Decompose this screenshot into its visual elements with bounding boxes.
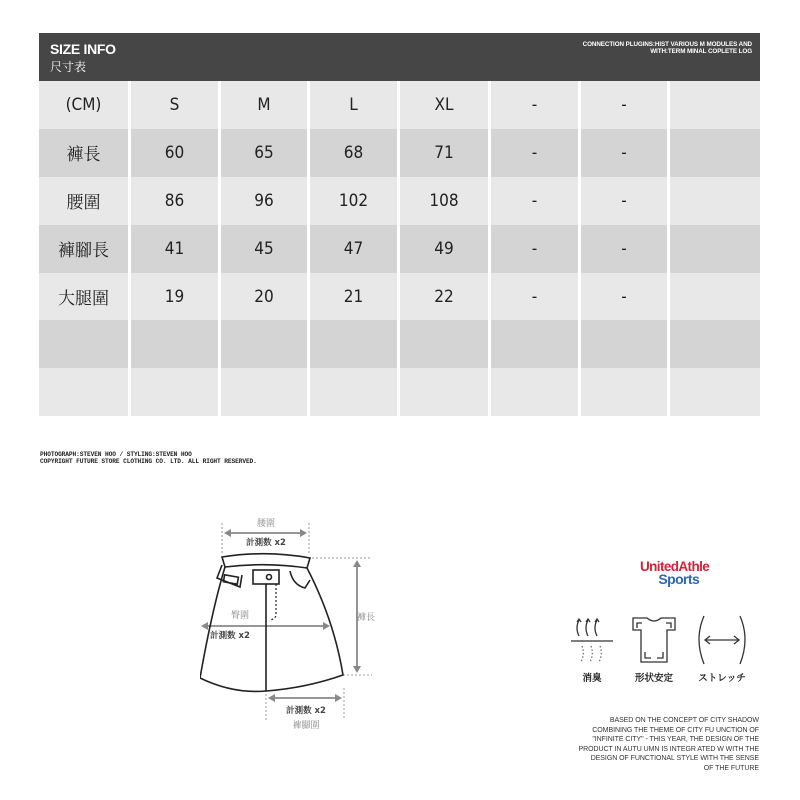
- table-cell: 86: [131, 177, 221, 225]
- table-cell: [670, 225, 760, 273]
- table-row: [39, 129, 760, 177]
- size-table: [39, 81, 760, 416]
- table-cell: [491, 368, 581, 416]
- table-cell: [581, 368, 670, 416]
- table-row: [39, 177, 760, 225]
- feature-label: 消臭: [582, 673, 602, 684]
- table-cell: [310, 368, 400, 416]
- table-cell: 20: [221, 273, 310, 321]
- table-cell: 49: [400, 225, 491, 273]
- description-line: COMBINING THE THEME OF CITY FU UNCTION OF: [592, 726, 759, 734]
- header-tagline: [583, 41, 752, 55]
- skirt-measurement-diagram: [200, 510, 400, 740]
- hem-label: 褲腳圍: [292, 721, 320, 731]
- waist-label: 腰圍: [256, 519, 276, 529]
- header-subtitle: 尺寸表: [50, 60, 87, 74]
- united-athle-sports-logo: [640, 561, 709, 585]
- deodorant-icon: [567, 614, 617, 666]
- table-cell: 19: [131, 273, 221, 321]
- tagline-line-1: CONNECTION PLUGINS:HIST VARIOUS M MODULES AND: [582, 41, 752, 48]
- header-cell-empty: -: [491, 81, 581, 129]
- table-cell: [131, 320, 221, 368]
- credits-line-2: COPYRIGHT FUTURE STORE CLOTHING CO. LTD. ALL RIGHT RESERVED.: [40, 457, 257, 465]
- description-line: OF THE FUTURE: [703, 764, 759, 772]
- row-label: 腰圍: [39, 177, 131, 225]
- header-cell-empty: -: [581, 81, 670, 129]
- table-cell: [400, 368, 491, 416]
- size-info-header: [39, 33, 760, 81]
- brand-line-1: UnitedAthle: [640, 559, 710, 574]
- table-cell: [310, 320, 400, 368]
- row-label: 大腿圍: [39, 273, 131, 321]
- table-cell: 102: [310, 177, 400, 225]
- table-cell: -: [491, 177, 581, 225]
- brand-line-2: Sports: [658, 571, 700, 587]
- table-cell: -: [581, 129, 670, 177]
- tagline-line-2: WITH:TERM MINAL COPLETE LOG: [650, 48, 752, 55]
- row-label: 褲長: [39, 129, 131, 177]
- table-cell: [221, 320, 310, 368]
- table-cell: 21: [310, 273, 400, 321]
- table-cell: -: [581, 177, 670, 225]
- stretch-icon: [694, 614, 750, 666]
- table-cell: 22: [400, 273, 491, 321]
- table-row-empty: [39, 368, 760, 416]
- table-cell: 41: [131, 225, 221, 273]
- table-cell: [670, 177, 760, 225]
- description-line: "INFINITE CITY" - THIS YEAR, THE DESIGN OF THE: [592, 736, 759, 744]
- header-cell-size-l: L: [310, 81, 400, 129]
- length-label: 褲長: [356, 613, 376, 623]
- description-line: DESIGN OF FUNCTIONAL STYLE WITH THE SENSE: [590, 755, 759, 763]
- credits-line-1: PHOTOGRAPH:STEVEN HOO / STYLING:STEVEN HOO: [40, 451, 192, 458]
- table-cell: 96: [221, 177, 310, 225]
- table-cell: [670, 273, 760, 321]
- feature-shape-stability: [622, 614, 686, 684]
- hip-label: 臀圍: [230, 611, 250, 621]
- header-cell-unit: (CM): [39, 81, 131, 129]
- table-cell: 47: [310, 225, 400, 273]
- table-header-row: [39, 81, 760, 129]
- table-cell: 45: [221, 225, 310, 273]
- table-cell: [400, 320, 491, 368]
- table-cell: -: [581, 273, 670, 321]
- table-cell: [670, 368, 760, 416]
- header-cell-size-m: M: [221, 81, 310, 129]
- feature-label: 形状安定: [634, 673, 673, 684]
- table-cell: -: [491, 273, 581, 321]
- table-cell: 65: [221, 129, 310, 177]
- description-line: BASED ON THE CONCEPT OF CITY SHADOW: [609, 717, 759, 724]
- table-cell: -: [491, 225, 581, 273]
- hem-note: 計測数 x2: [286, 706, 326, 716]
- shape-stability-icon: [629, 614, 679, 666]
- description-line: PRODUCT IN AUTU UMN IS INTEGR ATED W WITH THE: [578, 745, 759, 753]
- table-cell: [581, 320, 670, 368]
- feature-label: ストレッチ: [698, 673, 746, 684]
- table-cell: [491, 320, 581, 368]
- hip-note: 計測数 x2: [210, 631, 250, 641]
- product-description: [529, 716, 759, 774]
- table-cell: 108: [400, 177, 491, 225]
- header-cell-size-s: S: [131, 81, 221, 129]
- header-cell-empty: [670, 81, 760, 129]
- table-cell: -: [581, 225, 670, 273]
- table-cell: [670, 320, 760, 368]
- row-label: 褲腳長: [39, 225, 131, 273]
- table-cell: [670, 129, 760, 177]
- table-row: [39, 225, 760, 273]
- header-title: SIZE INFO: [50, 41, 116, 57]
- header-cell-size-xl: XL: [400, 81, 491, 129]
- waist-note: 計測数 x2: [246, 538, 286, 548]
- table-cell: [131, 368, 221, 416]
- table-row: [39, 273, 760, 321]
- table-cell: -: [491, 129, 581, 177]
- photo-credits: [40, 452, 257, 465]
- table-cell: [39, 368, 131, 416]
- table-cell: 68: [310, 129, 400, 177]
- table-cell: 60: [131, 129, 221, 177]
- feature-icons: [566, 614, 766, 694]
- table-cell: [221, 368, 310, 416]
- feature-deodorant: [560, 614, 624, 684]
- table-cell: [39, 320, 131, 368]
- table-row-empty: [39, 320, 760, 368]
- table-cell: 71: [400, 129, 491, 177]
- feature-stretch: [690, 614, 754, 684]
